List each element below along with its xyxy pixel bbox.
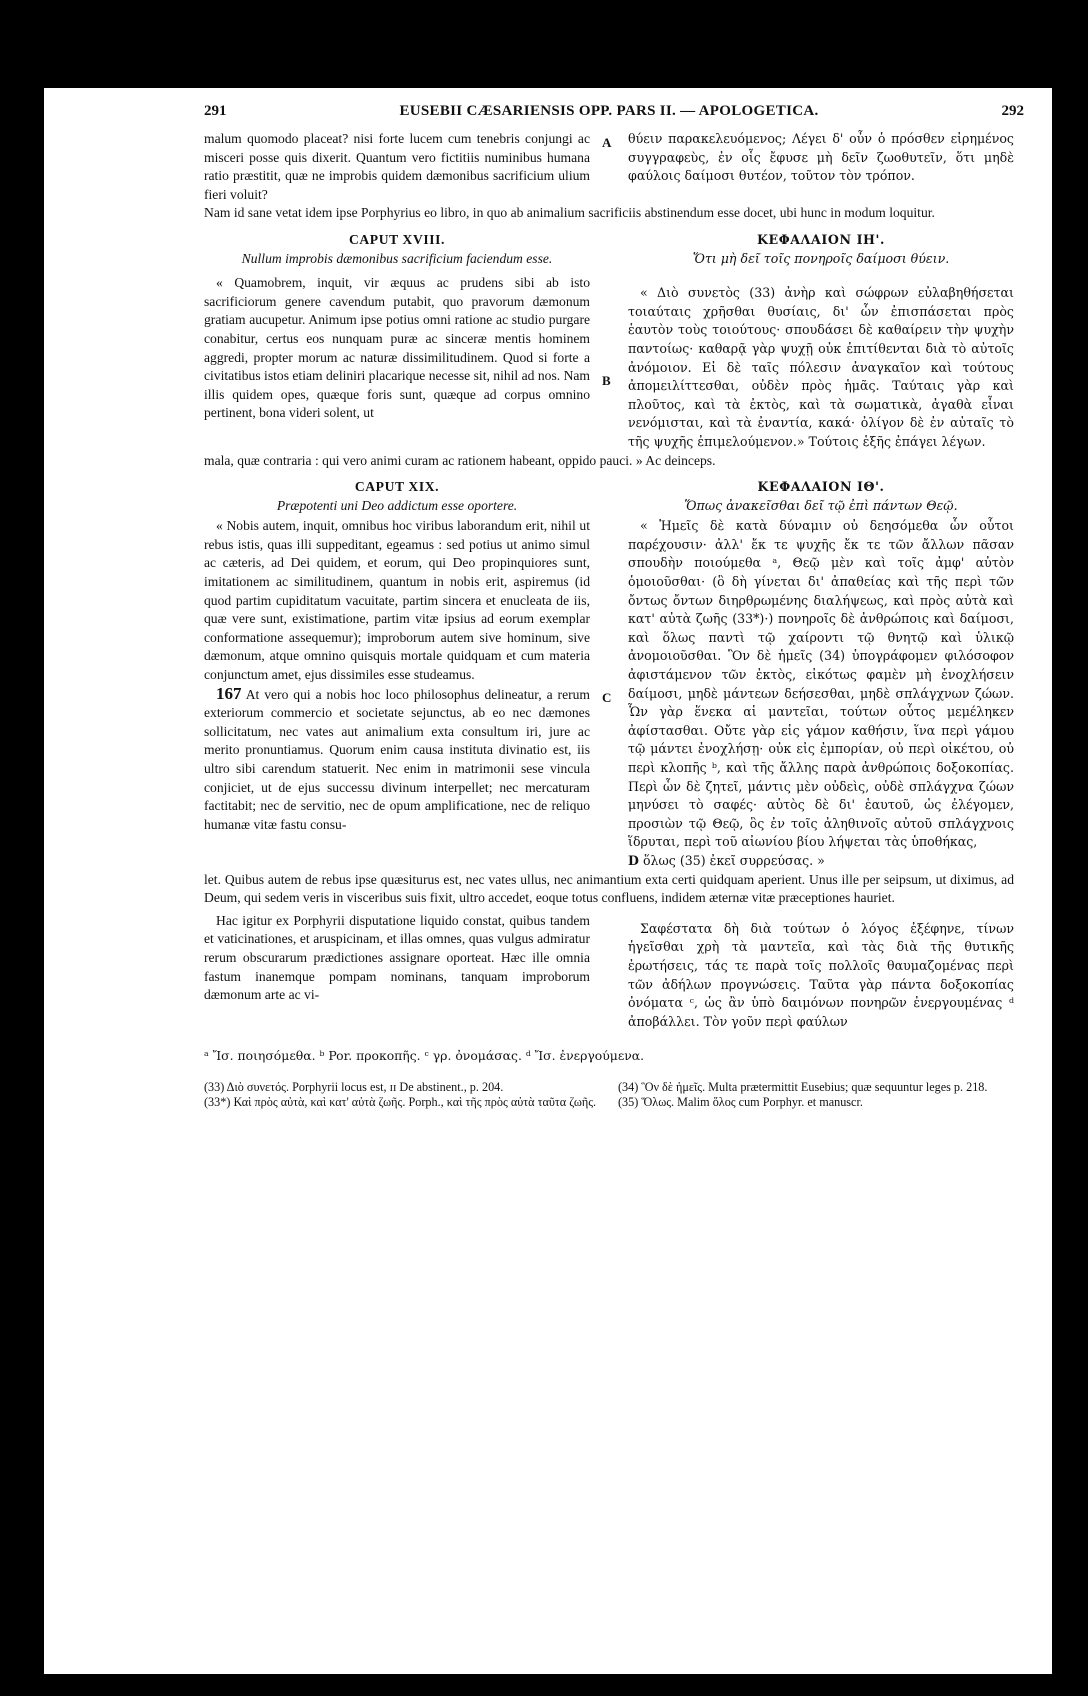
page-number-right: 292 [1001, 103, 1024, 119]
running-header [204, 102, 1024, 130]
latin-text-top-full: Nam id sane vetat idem ipse Porphyrius eo libro, in quo ab animalium sacrificiis abstinendum esse docet, ubi hunc in modum loquitur. [204, 205, 935, 221]
latin-text-18-full: mala, quæ contraria : qui vero animi curam ac rationem habeant, oppido pauci. » Ac deinceps. [204, 452, 716, 468]
latin-text-19b: At vero qui a nobis hoc loco philosophus delineatur, a rerum exteriorum commercio et societate sejunctus, ab eo nec dæmones sollicitatum, nec vates aut animalium exta consultum iri, jure ac merito pronuntiamus. Quorum enim causa instituta divinatio est, iis ultro sibi carendum statuerit. Nec enim in matrimonii sese vincula conjiciet, ut de ejus successu divinum interpellet; nec mercaturam factitabit; nec de servitio, nec de opum amplificatione, nec de reliquo humanæ vitæ fastu consu- [204, 686, 591, 832]
caput-19-subtitle: Præpotenti uni Deo addictum esse oportere. [276, 497, 518, 513]
page-number-left: 291 [204, 103, 227, 119]
variant-readings: ᵃ Ἴσ. ποιησόμεθα. ᵇ Por. προκοπῆς. ᶜ γρ. ὀνομάσας. ᵈ Ἴσ. ἐνεργούμενα. [204, 1048, 645, 1064]
footnotes-left [204, 1080, 600, 1110]
section-19-headings [204, 474, 1014, 515]
greek-text-19: « Ἡμεῖς δὲ κατὰ δύναμιν οὐ δεησόμεθα ὧν οὗτοι παρέχουσιν· ἀλλ' ἔκ τε ψυχῆς ἔκ τε τῶν ἄλλων πᾶσαν σπουδὴν ποιούμεθα ᵃ, Θεῷ μὲν καὶ τοῖς ἀμφ' αὐτὸν ὁμοιοῦσθαι· (ὃ δὴ γίνεται δι' ἀπαθείας καὶ τῆς περὶ τῶν ὄντως ὄντων διηρθρωμένης διαλήψεως, καὶ πρὸς αὐτὰ καὶ κατ' αὐτὰ ζωῆς (33*)·) πονηροῖς δὲ ἀνθρώποις καὶ δαίμοσι, καὶ ὅλως παντὶ τῷ χαίροντι τῷ θνητῷ καὶ ὑλικῷ ἀνομοιοῦσθαι. Ὃν δὲ ἡμεῖς (34) ὑπογράφομεν φιλόσοφον ἀφιστάμενον τῶν ἐκτὸς, εἰκότως φαμὲν μὴ ἐνοχλήσειν δαίμοσι, μηδὲ μάντεων δεήσεσθαι, μηδὲ σπλάγχνων ζώων. Ὧν γὰρ ἕνεκα αἱ μαντεῖαι, τούτων οὗτος μεμέληκεν ἀφίστασθαι. Οὔτε γὰρ εἰς γάμον καθήσιν, ἵνα περὶ γάμου τῷ μάντει ἐνοχλήσῃ· οὐκ εἰς ἐμπορίαν, οὐ περὶ οἰκέτου, οὐ περὶ κλοπῆς ᵇ, καὶ τῆς ἄλλης παρὰ ἀνθρώποις δοξοκοπίας. Περὶ ὧν δὲ ζητεῖ, μάντις μὲν οὐδεὶς, οὐδὲ σπλάγχνα ζώων μηνύσει τὸ σαφές· αὐτὸς δὲ δι' ἑαυτοῦ, ὡς ἐλέγομεν, προσιὼν τῷ Θεῷ, ὃς ἐν τοῖς ἀληθινοῖς αὐτοῦ σπλάγχνοις ἵδρυται, περὶ τοῦ αἰωνίου βίου λήψεται τὰς ὑποθήκας, [628, 518, 1014, 850]
latin-column-19 [204, 517, 590, 834]
section-19-latin-heading [204, 474, 590, 515]
edition-page-number: 167 [216, 683, 242, 703]
running-title: EUSEBII CÆSARIENSIS OPP. PARS II. — APOLOGETICA. [399, 103, 819, 119]
caput-19-title: CAPUT XIX. [354, 479, 440, 495]
document-body [204, 88, 1024, 1110]
footnote-33: (33) Διὸ συνετός. Porphyrii locus est, ɪɪ De abstinent., p. 204. [204, 1079, 504, 1094]
latin-text-19a: « Nobis autem, inquit, omnibus hoc viribus laborandum erit, nihil ut rebus istis, quas illi suppeditant, egeamus : sed potius ut animo simul ac cæteris, ad Dei quidem, et eorum, qui Deo propinquiores sunt, imitationem ac similitudinem, quantum in nobis erit, aspiremus (id quod partim cupiditatum vacuitate, partim sincera et enucleata de iis, quæ vere sunt, existimatione, partim vitæ ipsius ad eorum exemplar conformatione assequemur); improborum autem sive hominum, sive dæmonum, atque omnino quisquis mortale quidquam et cum materia conjunctum amet, ejus dissimiles esse studeamus. [204, 518, 590, 683]
caput-18-subtitle: Nullum improbis dæmonibus sacrificium faciendum esse. [241, 250, 553, 266]
greek-text-top: θύειν παρακελευόμενος; Λέγει δ' οὖν ὁ πρόσθεν εἰρημένος συγγραφεὺς, ἐν οἷς ἔφυσε μὴ δεῖν ζωοθυτεῖν, ὅτι μηδὲ φαύλοις δαίμοσι θυτέον, τοῦτον τὸν τρόπον. [628, 131, 1014, 184]
caput-18-title: CAPUT XVIII. [348, 231, 446, 247]
section-18-greek-heading [628, 227, 1014, 268]
kephalaion-18-title: ΚΕΦΑΛΑΙΟΝ ΙΗ'. [756, 231, 886, 247]
section-18-headings [204, 227, 1014, 268]
section-18-latin-heading [204, 227, 590, 268]
latin-text-18: « Quamobrem, inquit, vir æquus ac prudens sibi ab isto sacrificiorum genere cavendum putabit, quo pravorum dæmonum gratiam aucupetur. Animum ipse potius omni ratione ac studio purgare conabitur, certus eos nunquam puræ ac sinceræ mentis hominem aggredi, propter morum ac naturæ dissimilitudinem. Quod si forte a civitatibus istos etiam deliniri placarique necesse sit, nihil ad nos. Nam illis quidem opes, quæque foris sunt, quæque ad corpus omnino pertinent, bona videri solent, ut [204, 275, 590, 421]
section-19-body [204, 517, 1014, 870]
kephalaion-19-subtitle: Ὅπως ἀνακεῖσθαι δεῖ τῷ ἐπὶ πάντων Θεῷ. [684, 497, 958, 513]
latin-text-19-full: let. Quibus autem de rebus ipse quæsiturus est, nec vates ullus, nec animantium exta certi quidquam aperient. Unus ille per seipsum, ut diximus, ad Deum, qui sedem veris in visceribus suis fixit, ultro accedet, eoque totus confluens, indidem æternæ vitæ præceptiones hauriet. [204, 871, 1014, 906]
footnote-33b: (33*) Καὶ πρὸς αὐτὰ, καὶ κατ' αὐτὰ ζωῆς. Porph., καὶ τῆς πρὸς αὐτὰ ταῦτα ζωῆς. [204, 1094, 597, 1109]
margin-marker-a: A [602, 135, 612, 150]
section-18-body [204, 274, 1014, 451]
margin-marker-c: C [602, 690, 612, 706]
top-block [204, 130, 1014, 204]
greek-text-closing: Σαφέστατα δὴ διὰ τούτων ὁ λόγος ἐξέφηνε, τίνων ἡγεῖσθαι χρὴ τὰ μαντεῖα, καὶ τὰς διὰ τῆς θυτικῆς ἐρωτήσεις, τάς τε παρὰ τοῖς πολλοῖς θαυμαζομένας περὶ τῶν ἀδήλων προγνώσεις. Ταῦτα γὰρ πάντα δοξοκοπίας ὀνόματα ᶜ, ὡς ἂν ὑπὸ δαιμόνων πονηρῶν ἐνεργουμένας ᵈ ἀποβάλλει. Τὸν γοῦν περὶ φαύλων [628, 920, 1014, 1029]
kephalaion-18-subtitle: Ὅτι μὴ δεῖ τοῖς πονηροῖς δαίμοσι θύειν. [692, 250, 950, 266]
kephalaion-19-title: ΚΕΦΑΛΑΙΟΝ ΙΘ'. [757, 479, 885, 495]
footnotes-right [618, 1080, 1014, 1110]
footnote-34: (34) Ὃν δὲ ἡμεῖς. Multa prætermittit Eusebius; quæ sequuntur leges p. 218. [618, 1079, 988, 1094]
latin-text-top: malum quomodo placeat? nisi forte lucem cum tenebris conjungi ac misceri posse quis dixerit. Quantum vero fictitiis numinibus humana ratio præstitit, quæ ne improbis quidem dæmonibus sacrificium ulium fieri voluit? [204, 131, 590, 202]
greek-text-18: « Διὸ συνετὸς (33) ἀνὴρ καὶ σώφρων εὐλαβηθήσεται τοιαύταις χρῆσθαι θυσίαις, δι' ὧν ἐπισπάσεται πρὸς ἑαυτὸν τοὺς τοιούτους· σπουδάσει δὲ καθαίρειν τὴν ψυχὴν παντοίως· καθαρᾷ γὰρ ψυχῇ οὐκ ἐπιτίθενται διὰ τὸ αὐτοῖς ἀνόμοιον. Εἰ δὲ ταῖς πόλεσιν ἀναγκαῖον καὶ τούτους ἀπομειλίττεσθαι, οὐδὲν πρὸς ἡμᾶς. Ταύταις γὰρ καὶ πλοῦτος, καὶ τὰ ἐκτὸς, καὶ τὰ σωματικὰ, ἀγαθὰ εἶναι νενόμισται, καὶ τὰ ἐναντία, κακά· ὀλίγον δὲ ἐν αὐταῖς τὸ τῆς ψυχῆς ἐπιμελούμενον.» Τούτοις ἑξῆς ἐπάγει λέγων. [628, 285, 1014, 449]
greek-column-19 [628, 517, 1014, 870]
greek-text-19-end: ὅλως (35) ἐκεῖ συρρεύσας. » [642, 852, 825, 868]
footnote-35: (35) Ὅλως. Malim ὅλος cum Porphyr. et manuscr. [618, 1094, 863, 1109]
closing-block [204, 912, 1014, 1032]
latin-text-closing: Hac igitur ex Porphyrii disputatione liquido constat, quibus tandem et vaticinationes, et aruspicinam, et illas omnes, quas vulgus admiratur rerum obscurarum prædictiones assignare oporteat. Hæc ille omnia fastum inanemque pompam nominans, tanquam improborum dæmonum arte ac vi- [204, 912, 590, 1003]
margin-marker-d: D [628, 852, 639, 868]
footnotes [204, 1080, 1014, 1110]
margin-marker-b: B [602, 373, 611, 389]
section-19-greek-heading [628, 474, 1014, 515]
page-sheet [44, 88, 1052, 1674]
